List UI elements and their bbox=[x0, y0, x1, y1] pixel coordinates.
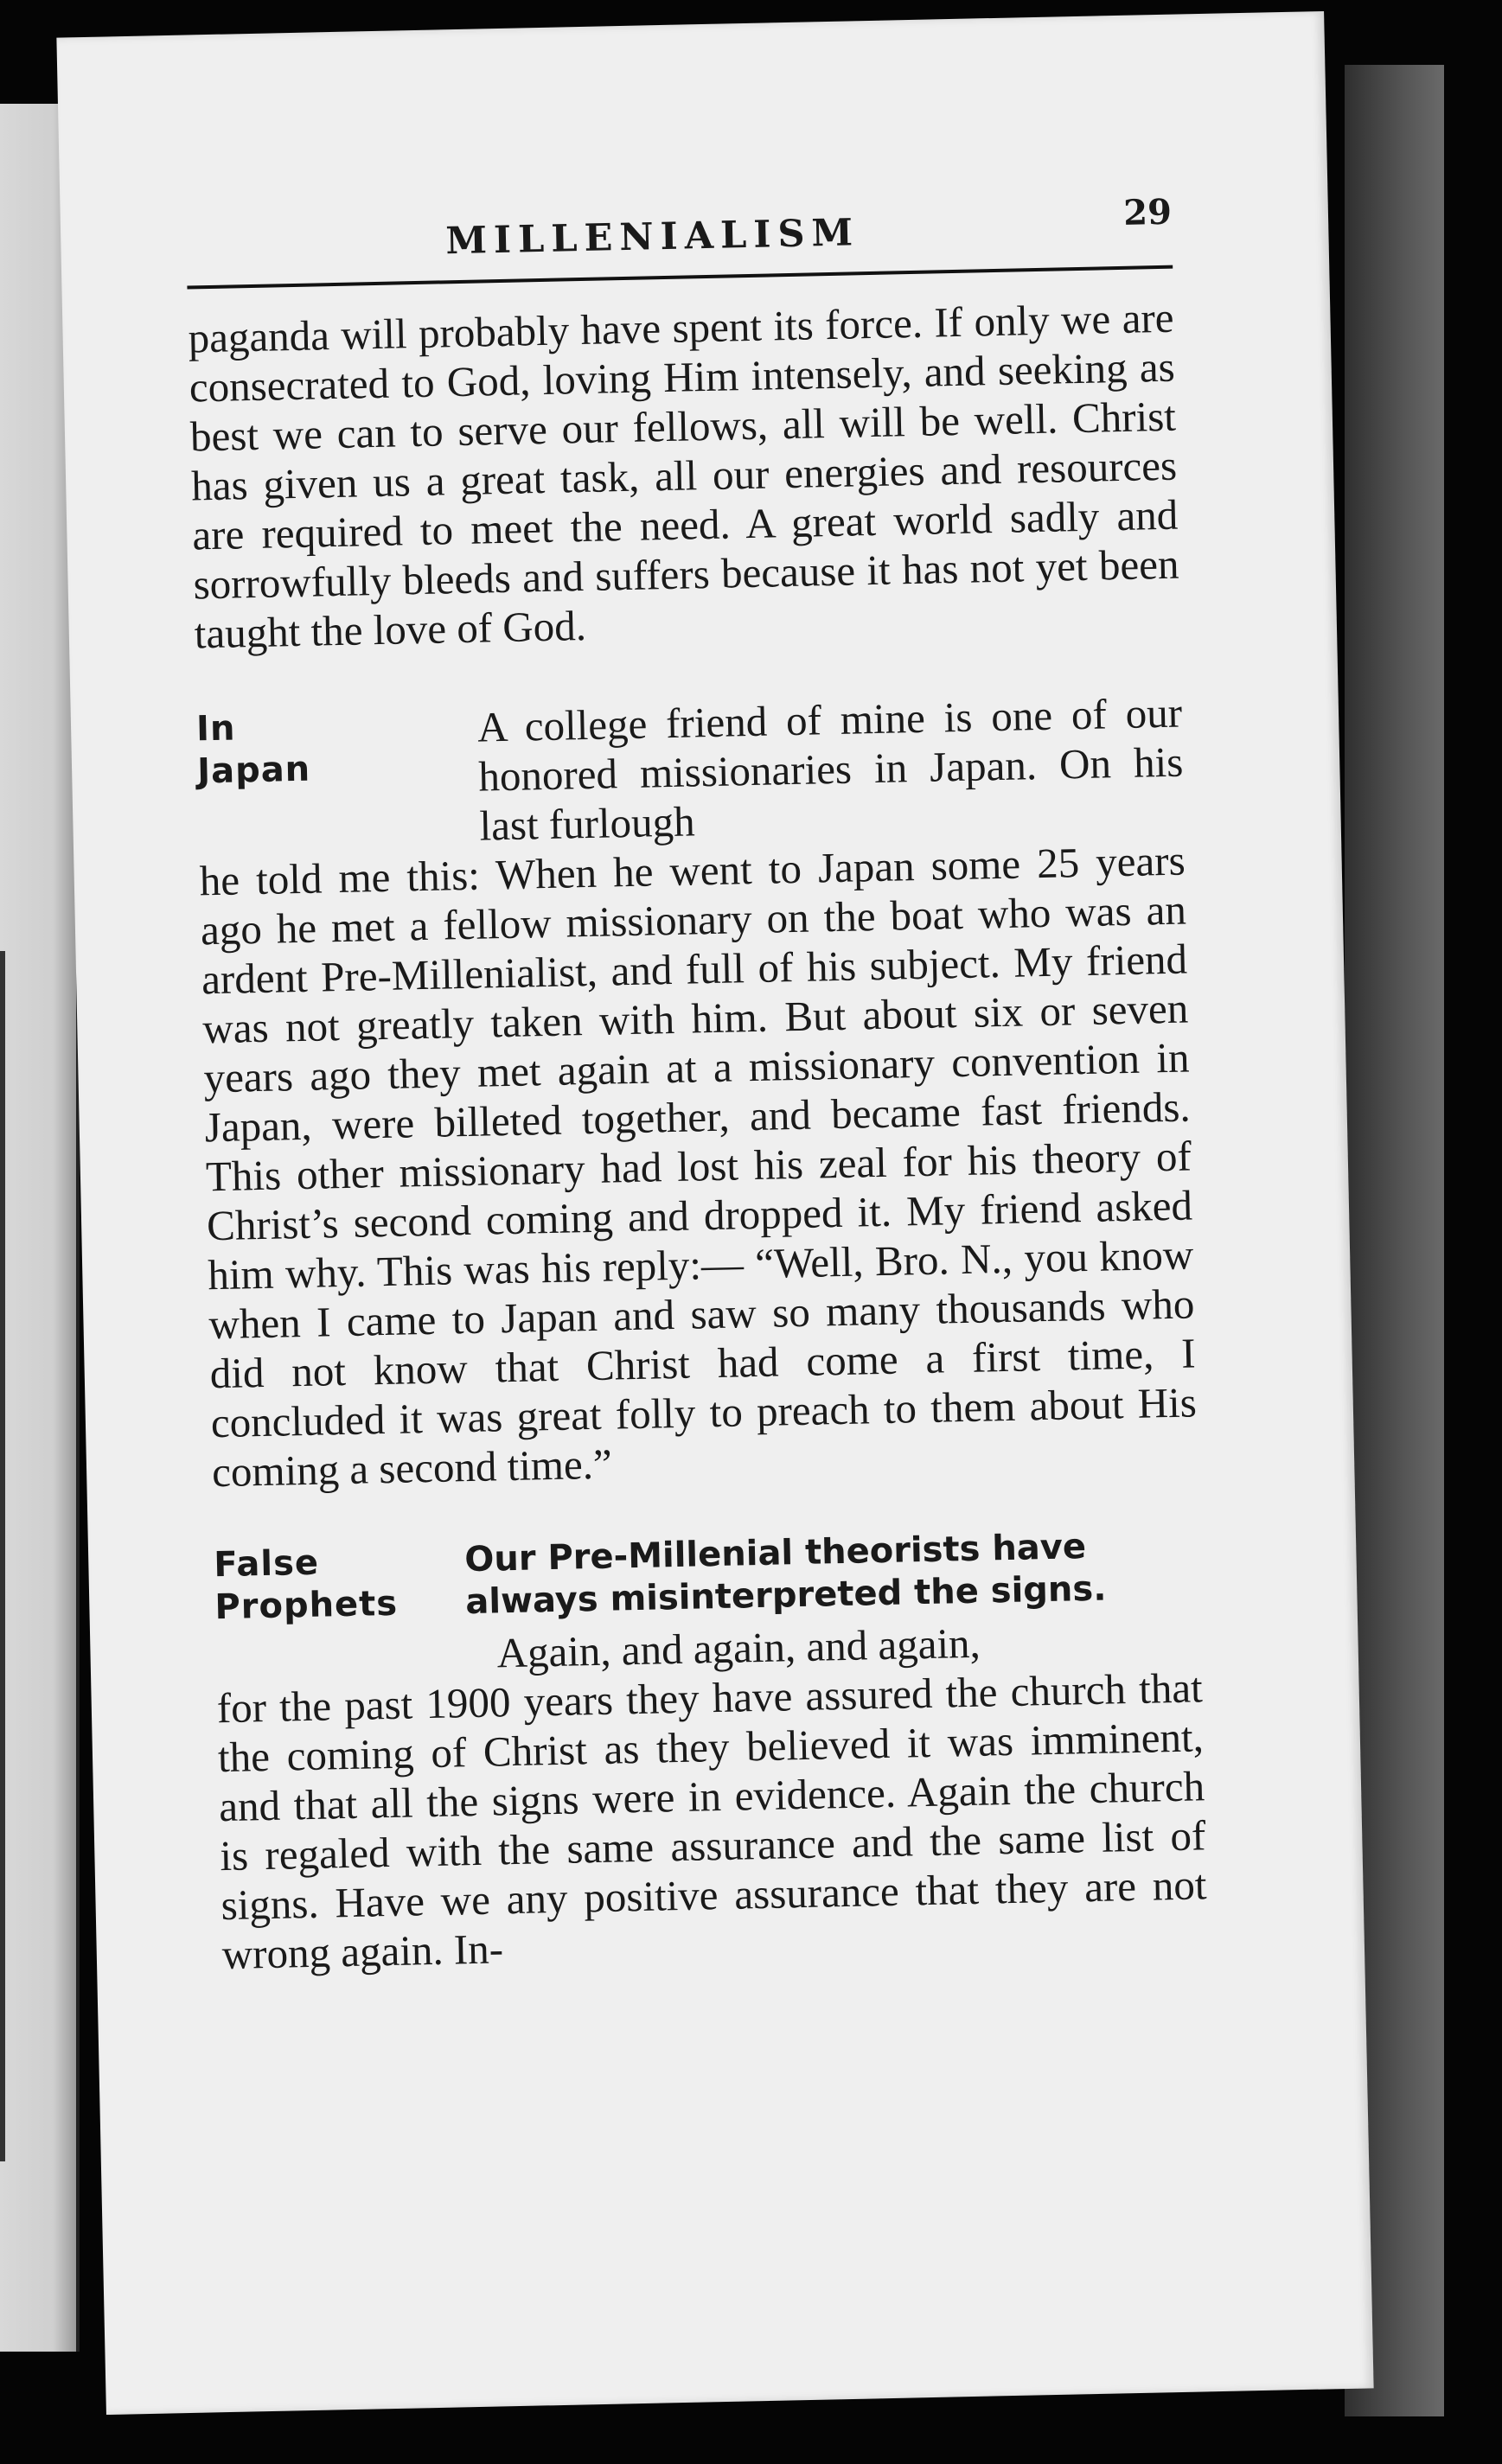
running-title: MILLENIALISM bbox=[444, 211, 860, 264]
section-in-japan bbox=[196, 688, 1198, 1497]
section-false-prophets bbox=[214, 1523, 1208, 1979]
section-heading-line: In bbox=[195, 708, 236, 750]
false-prophets-intro: Again, and again, and again, bbox=[496, 1618, 981, 1677]
page-number: 29 bbox=[1122, 191, 1173, 233]
page-content bbox=[185, 170, 1208, 1979]
section-heading-false-prophets bbox=[214, 1539, 457, 1629]
section-heading-line: Prophets bbox=[214, 1583, 399, 1628]
japan-paragraph-body: he told me this: When he went to Japan some 25 years ago he met a fellow missionary on the boat who was an ardent Pre-Millenialist, and full of his subject. My friend was not greatly taken with him. But about six or seven years ago they met again at a missionary convention in Japan, were billeted together, and became fast friends. This other missionary had lost his zeal for his theory of Christ’s second coming and dropped it. My friend asked him why. This was his reply:— “Well, Bro. N., you know when I came to Japan and saw so many thousands who did not know that Christ had come a first time, I concluded it was great folly to preach to them about His coming a second time.” bbox=[199, 836, 1198, 1497]
section-heading-japan bbox=[196, 704, 440, 794]
left-page-border bbox=[0, 951, 5, 2161]
false-prophets-body: for the past 1900 years they have assured the church that the coming of Christ as they believed it was imminent, and that all the signs were in evidence. Again the church is regaled with the same assurance and the same list of signs. Have we any positive assurance that they are not wrong again. In- bbox=[216, 1663, 1207, 1979]
body-paragraph-1: paganda will probably have spent its force. If only we are consecrated to God, loving Him intensely, and seeking as best we can to serve our fellows, all will be well. Christ has given us a great task, all our energies and resources are required to meet the need. A great world sadly and sorrowfully bleeds and suffers because it has not yet been taught the love of God. bbox=[188, 293, 1179, 658]
running-header bbox=[185, 170, 1173, 290]
book-page bbox=[56, 11, 1373, 2415]
false-prophets-lead: Our Pre-Millenial theorists have always misinterpreted the signs. bbox=[463, 1527, 1107, 1623]
section-heading-line: Japan bbox=[196, 749, 311, 792]
section-heading-line: False bbox=[213, 1542, 320, 1586]
japan-paragraph-intro: A college friend of mine is one of our honored missionaries in Japan. On his last furlough bbox=[476, 688, 1184, 850]
